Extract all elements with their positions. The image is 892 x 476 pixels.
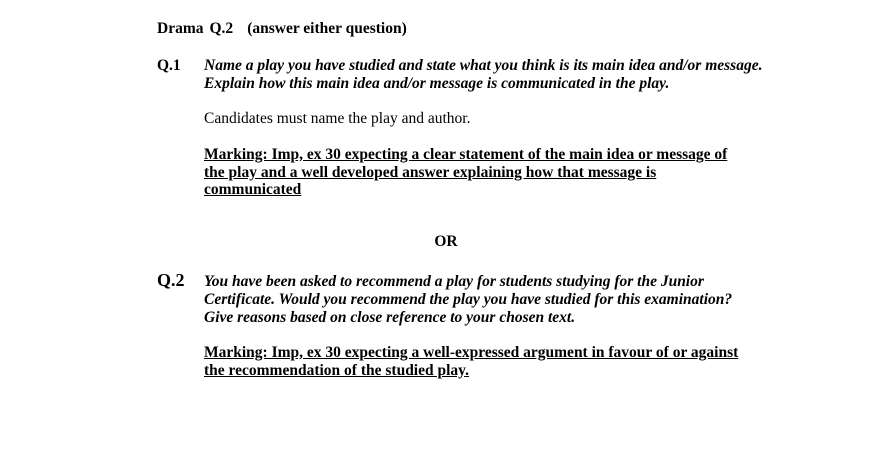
question-2-text: You have been asked to recommend a play for students studying for the Junior Certificate. Would you recommend the play you have studied for this examination? Give reasons based on close reference to your chosen text. xyxy=(204,273,733,326)
question-1-note: Candidates must name the play and author. xyxy=(204,110,471,127)
question-2-number: Q.2 xyxy=(157,270,185,290)
question-1-text: Name a play you have studied and state what you think is its main idea and/or message. Explain how this main idea and/or message is communicated in the play. xyxy=(204,57,763,92)
or-separator: OR xyxy=(434,233,458,250)
section-heading xyxy=(157,20,407,38)
section-subject: Drama xyxy=(157,20,204,37)
question-1-marking: Marking: Imp, ex 30 expecting a clear statement of the main idea or message of the play and a well developed answer explaining how that message is communicated xyxy=(204,146,728,198)
section-instruction: (answer either question) xyxy=(247,20,407,37)
question-2-marking: Marking: Imp, ex 30 expecting a well-expressed argument in favour of or against the recommendation of the studied play. xyxy=(204,344,739,379)
section-question-ref: Q.2 xyxy=(209,20,234,37)
question-1-number: Q.1 xyxy=(157,57,181,74)
